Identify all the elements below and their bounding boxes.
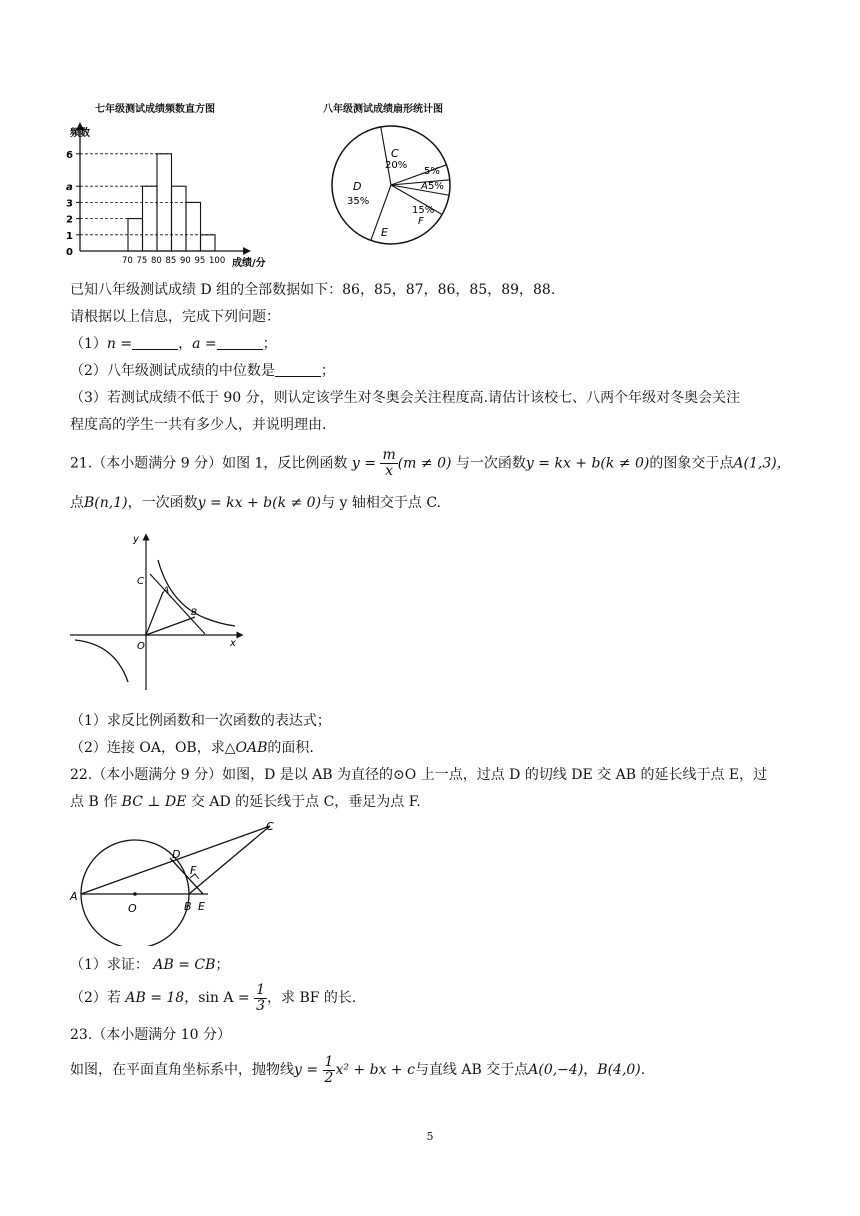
x-tick-100: 100 <box>209 256 226 266</box>
pie-chart <box>325 115 460 255</box>
x-tick-85: 85 <box>165 256 177 266</box>
y-tick-1: 1 <box>66 230 73 242</box>
problem-21-stem-line1: 21.（本小题满分 9 分）如图 1，反比例函数 y = $\frac{m}{x}$ (m ≠ 0) 与一次函数y = kx + b(k ≠ 0)的图象交于点A(1,3)， <box>70 447 791 479</box>
pie-label-E: E <box>381 226 388 239</box>
x-tick-80: 80 <box>151 256 162 266</box>
x-axis-label: 成绩/分 <box>232 258 266 268</box>
y-tick-6: 6 <box>66 149 73 161</box>
y-tick-2: 2 <box>66 214 73 226</box>
fig22-label-C: C <box>266 820 274 833</box>
problem-22-q2: （2）若 AB = 18，sin A = $\frac{1}{3}$ ，求 BF 的长. <box>70 981 357 1014</box>
histogram-bar-95-100 <box>201 235 216 251</box>
fig22-label-D: D <box>172 848 181 861</box>
histogram-bar-75-80 <box>143 186 158 251</box>
fig21-label-A: A <box>163 586 170 596</box>
figure-21 <box>70 532 250 692</box>
answer-blank-n[interactable] <box>132 335 178 350</box>
pie-pct-B: 5% <box>424 166 440 177</box>
x-tick-75: 75 <box>136 256 148 266</box>
problem-22-line2: 点 B 作 BC ⊥ DE 交 AD 的延长线于点 C，垂足为点 F. <box>70 794 421 810</box>
fig21-label-x: x <box>230 638 236 649</box>
pie-label-C: C <box>391 147 399 160</box>
problem-23-title: 23.（本小题满分 10 分） <box>70 1027 231 1043</box>
problem-21-q1: （1）求反比例函数和一次函数的表达式； <box>70 713 331 729</box>
known-data: 已知八年级测试成绩 D 组的全部数据如下：86，85，87，86，85，89，88. <box>70 282 556 298</box>
y-axis-label: 频数 <box>70 128 90 139</box>
histogram-chart <box>62 118 292 268</box>
fig22-label-A: A <box>70 890 78 903</box>
problem-23-stem: 如图，在平面直角坐标系中，抛物线y = $\frac{1}{2}$ x² + bx + c与直线 AB 交于点A(0,−4)，B(4,0). <box>70 1053 646 1086</box>
pie-pct-D: 35% <box>347 196 370 207</box>
answer-blank-a[interactable] <box>217 335 263 350</box>
pie-pct-A: 5% <box>428 181 444 192</box>
histogram-title: 七年级测试成绩频数直方图 <box>95 104 215 115</box>
pie-label-D: D <box>353 180 362 193</box>
question-2: （2）八年级测试成绩的中位数是 ； <box>70 363 335 379</box>
fig21-label-O: O <box>137 641 145 652</box>
x-tick-95: 95 <box>194 256 206 266</box>
pie-pct-C: 20% <box>385 160 408 171</box>
fig22-label-O: O <box>128 902 137 915</box>
answer-blank-median[interactable] <box>275 362 321 377</box>
problem-22-line1: 22.（本小题满分 9 分）如图，D 是以 AB 为直径的⊙O 上一点，过点 D 的切线 DE 交 AB 的延长线于点 E，过 <box>70 767 768 783</box>
page-number: 5 <box>426 1130 434 1143</box>
fig22-label-F: F <box>190 864 197 877</box>
question-1: （1）n = ，a = ； <box>70 336 277 352</box>
instruction: 请根据以上信息，完成下列问题： <box>70 309 280 325</box>
problem-22-q1: （1）求证： AB = CB； <box>70 957 230 973</box>
histogram-bar-80-85 <box>157 154 172 251</box>
y-tick-3: 3 <box>66 198 73 210</box>
problem-21-q2: （2）连接 OA，OB，求△OAB的面积. <box>70 740 314 756</box>
pie-label-F: F <box>418 216 424 227</box>
question-3-line2: 程度高的学生一共有多少人，并说明理由. <box>70 417 327 433</box>
problem-21-stem-line2: 点B(n,1)，一次函数y = kx + b(k ≠ 0)与 y 轴相交于点 C. <box>70 495 441 511</box>
y-tick-a: a <box>66 182 73 194</box>
figure-22 <box>68 816 288 946</box>
y-tick-0: 0 <box>66 247 73 258</box>
x-tick-70: 70 <box>122 256 133 266</box>
fig22-label-B: B <box>184 900 192 913</box>
x-tick-90: 90 <box>180 256 191 266</box>
pie-pct-F: 15% <box>412 205 435 216</box>
histogram-bar-90-95 <box>186 202 201 251</box>
fig21-label-y: y <box>133 534 139 545</box>
pie-divider-0 <box>381 127 391 185</box>
pie-title: 八年级测试成绩扇形统计图 <box>323 104 443 115</box>
fig21-label-C: C <box>137 576 144 587</box>
fig22-label-E: E <box>198 900 205 913</box>
fig21-label-B: B <box>191 608 198 618</box>
pie-label-A: A <box>421 181 428 192</box>
question-3-line1: （3）若测试成绩不低于 90 分，则认定该学生对冬奥会关注程度高.请估计该校七、八两个年级对冬奥会关注 <box>70 390 741 406</box>
histogram-bar-85-90 <box>172 186 187 251</box>
